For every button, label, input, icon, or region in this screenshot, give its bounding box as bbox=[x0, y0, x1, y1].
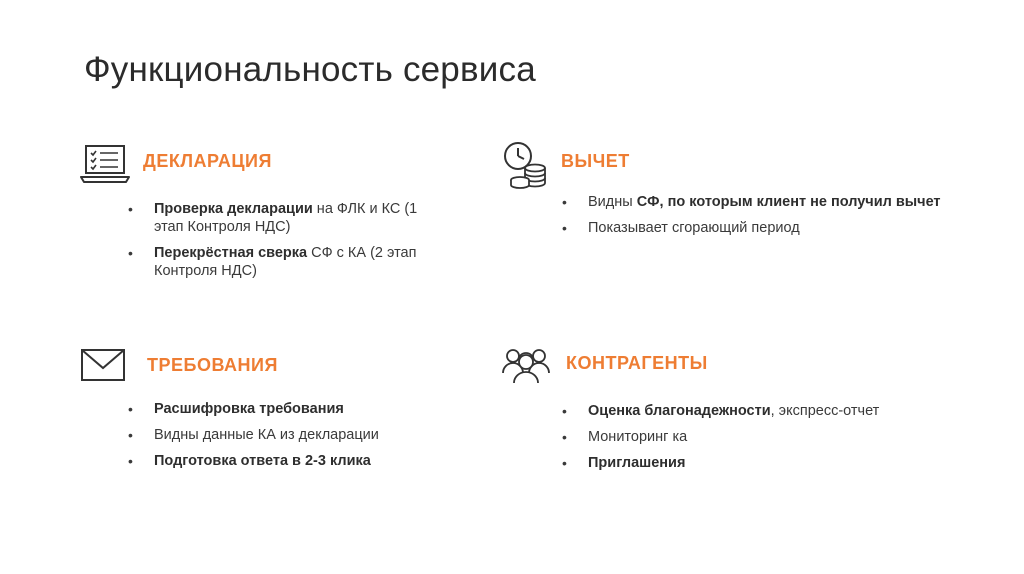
deduction-list bbox=[562, 193, 962, 245]
page-title: Функциональность сервиса bbox=[84, 50, 536, 89]
section-heading: ТРЕБОВАНИЯ bbox=[147, 355, 278, 375]
list-item: • Видны СФ, по которым клиент не получил вычет bbox=[562, 193, 962, 211]
section-heading: КОНТРАГЕНТЫ bbox=[566, 353, 708, 373]
list-item: • Приглашения bbox=[562, 454, 962, 472]
section-heading: ДЕКЛАРАЦИЯ bbox=[143, 151, 272, 171]
requirements-list bbox=[128, 400, 468, 478]
list-item: • Подготовка ответа в 2-3 клика bbox=[128, 452, 468, 470]
clock-coins-icon bbox=[502, 140, 548, 192]
list-item: • Перекрёстная сверка СФ с КА (2 этап Контроля НДС) bbox=[128, 244, 428, 280]
list-item: • Показывает сгорающий период bbox=[562, 219, 962, 237]
people-group-icon bbox=[500, 345, 552, 385]
laptop-checklist-icon bbox=[80, 144, 130, 184]
list-item: • Оценка благонадежности, экспресс-отчет bbox=[562, 402, 962, 420]
list-item: • Проверка декларации на ФЛК и КС (1 этап Контроля НДС) bbox=[128, 200, 428, 236]
declaration-list bbox=[128, 200, 428, 288]
list-item: • Расшифровка требования bbox=[128, 400, 468, 418]
envelope-icon bbox=[80, 348, 126, 382]
list-item: • Видны данные КА из декларации bbox=[128, 426, 468, 444]
section-heading: ВЫЧЕТ bbox=[561, 151, 630, 171]
list-item: • Мониторинг ка bbox=[562, 428, 962, 446]
counterparties-list bbox=[562, 402, 962, 480]
